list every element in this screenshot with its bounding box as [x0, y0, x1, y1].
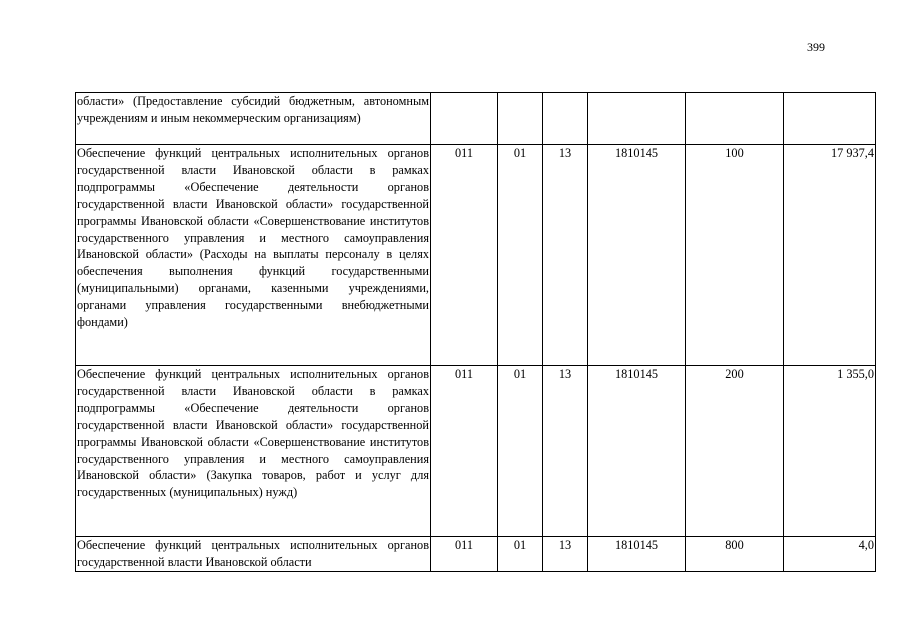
expense-type-cell: [686, 93, 784, 145]
table-row: [76, 93, 876, 145]
row-description: области» (Предоставление субсидий бюджетным, автономным учреждениям и иным некоммерческим организациям): [76, 93, 431, 145]
subsection-code-cell: [543, 93, 588, 145]
table-row: [76, 537, 876, 572]
amount-cell: 4,0: [784, 537, 876, 572]
page-number: 399: [807, 40, 825, 54]
expense-type-cell: 800: [686, 537, 784, 572]
amount-cell: 17 937,4: [784, 145, 876, 366]
expense-type-cell: 200: [686, 366, 784, 537]
expense-type-cell: 100: [686, 145, 784, 366]
section-code-cell: 01: [498, 145, 543, 366]
table-row: [76, 366, 876, 537]
ministry-code-cell: 011: [431, 537, 498, 572]
target-article-cell: 1810145: [588, 537, 686, 572]
budget-table: [75, 92, 876, 572]
section-code-cell: 01: [498, 537, 543, 572]
target-article-cell: 1810145: [588, 145, 686, 366]
target-article-cell: [588, 93, 686, 145]
ministry-code-cell: 011: [431, 145, 498, 366]
row-description: Обеспечение функций центральных исполнительных органов государственной власти Ивановской области в рамках подпрограммы «Обеспечение деятельности органов государственной власти Ивановской области» государственной программы Ивановской области «Совершенствование институтов государственного управления и местного самоуправления Ивановской области» (Расходы на выплаты персоналу в целях обеспечения выполнения функций государственными (муниципальными) органами, казенными учреждениями, органами управления государственными внебюджетными фондами): [76, 145, 431, 366]
section-code-cell: 01: [498, 366, 543, 537]
section-code-cell: [498, 93, 543, 145]
row-description: Обеспечение функций центральных исполнительных органов государственной власти Ивановской области в рамках подпрограммы «Обеспечение деятельности органов государственной власти Ивановской области» государственной программы Ивановской области «Совершенствование институтов государственного управления и местного самоуправления Ивановской области» (Закупка товаров, работ и услуг для государственных (муниципальных) нужд): [76, 366, 431, 537]
amount-cell: 1 355,0: [784, 366, 876, 537]
table-row: [76, 145, 876, 366]
ministry-code-cell: [431, 93, 498, 145]
subsection-code-cell: 13: [543, 366, 588, 537]
amount-cell: [784, 93, 876, 145]
target-article-cell: 1810145: [588, 366, 686, 537]
subsection-code-cell: 13: [543, 537, 588, 572]
row-description: Обеспечение функций центральных исполнительных органов государственной власти Ивановской области: [76, 537, 431, 572]
subsection-code-cell: 13: [543, 145, 588, 366]
ministry-code-cell: 011: [431, 366, 498, 537]
